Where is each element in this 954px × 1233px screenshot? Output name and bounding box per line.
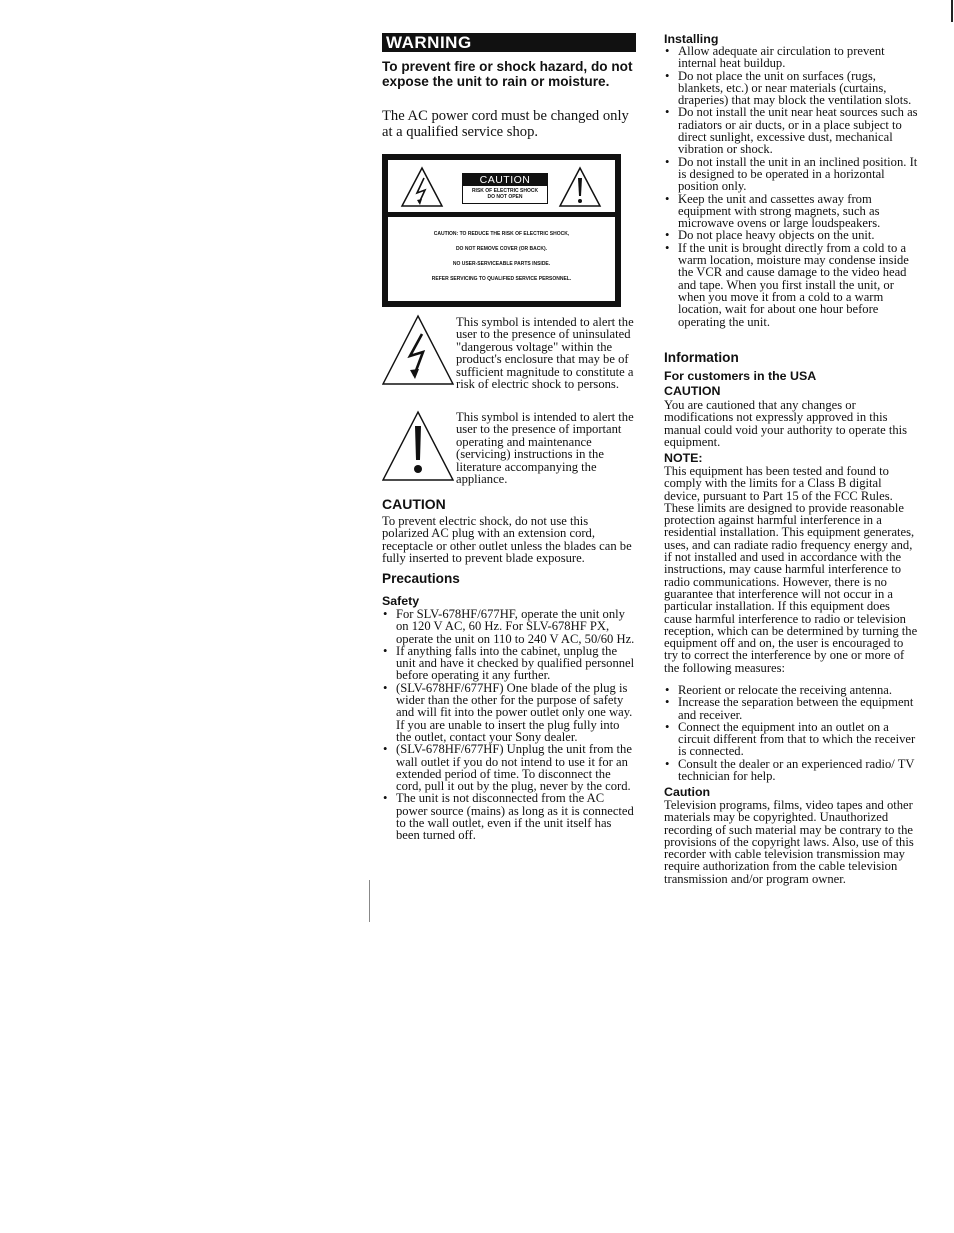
note-heading: NOTE: (664, 451, 703, 465)
lightning-triangle-icon (400, 166, 444, 208)
list-item: • The unit is not disconnected from the AC power source (mains) as long as it is connected to the wall outlet, even if the unit itself has been turned off. (382, 792, 636, 841)
edge-mark (951, 0, 953, 22)
caution-label-subtitle (463, 186, 547, 200)
copyright-caution-heading: Caution (664, 785, 711, 799)
caution-label-text-line: DO NOT REMOVE COVER (OR BACK). (455, 246, 548, 252)
voltage-symbol-description: This symbol is intended to alert the user to the presence of uninsulated "dangerous voltage" within the product's enclosure that may be of sufficient magnitude to constitute a risk of electric shock to persons. (456, 315, 634, 392)
measures-list (664, 684, 918, 782)
dangerous-voltage-icon (382, 314, 454, 386)
fcc-caution-text: You are cautioned that any changes or modifications not expressly approved in this manual could void your authority to operate this equipment. (664, 398, 908, 449)
installing-list (664, 45, 918, 328)
list-item: • Do not install the unit in an inclined position. It is designed to be operated in a horizontal position only. (664, 156, 918, 193)
caution-label-line2: DO NOT OPEN (487, 194, 523, 200)
warning-text: The AC power cord must be changed only at a qualified service shop. (382, 108, 629, 140)
information-heading: Information (664, 350, 739, 365)
caution-text: To prevent electric shock, do not use this polarized AC plug with an extension cord, receptacle or other outlet unless the blades can be fully inserted to prevent blade exposure. (382, 514, 632, 565)
exclamation-symbol-description: This symbol is intended to alert the user to the presence of important operating and maintenance (servicing) instructions in the literature accompanying the appliance. (456, 410, 634, 487)
fcc-caution-heading: CAUTION (664, 384, 721, 398)
caution-label-title: CAUTION (463, 174, 547, 186)
list-item: • Connect the equipment into an outlet on a circuit different from that to which the receiver is connected. (664, 721, 918, 758)
list-item: • Do not place heavy objects on the unit. (664, 229, 918, 241)
caution-label-top (388, 160, 615, 212)
caution-label-graphic (382, 154, 621, 307)
copyright-caution-text: Television programs, films, video tapes and other materials may be copyrighted. Unauthorized recording of such material may be contrary to the provisions of the copyright laws. Also, use of this recorder with cable television transmission may require authorization from the cable television transmission and/or program owner. (664, 798, 914, 886)
installing-heading: Installing (664, 32, 719, 46)
note-text: This equipment has been tested and found to comply with the limits for a Class B digital device, pursuant to Part 15 of the FCC Rules. These limits are designed to provide reasonable protection against harmful interference in a residential installation. This equipment generates, uses, and can radiate radio frequency energy and, if not installed and used in accordance with the instructions, may cause harmful interference to radio communications. However, there is no guarantee that interference will not occur in a particular installation. If this equipment does cause harmful interference to radio or television reception, which can be determined by turning the equipment off and on, the user is encouraged to try to correct the interference by one or more of the following measures: (664, 464, 918, 675)
list-item: • Do not install the unit near heat sources such as radiators or air ducts, or in a place subject to direct sunlight, excessive dust, mechanical vibration or shock. (664, 106, 918, 155)
caution-heading: CAUTION (382, 496, 446, 512)
caution-label-text-line: REFER SERVICING TO QUALIFIED SERVICE PERSONNEL. (431, 276, 572, 282)
warning-heading: To prevent fire or shock hazard, do not expose the unit to rain or moisture. (382, 59, 633, 89)
caution-label-text (388, 217, 615, 301)
list-item: • Keep the unit and cassettes away from equipment with strong magnets, such as microwave ovens or large loudspeakers. (664, 193, 918, 230)
list-item: • Allow adequate air circulation to prevent internal heat buildup. (664, 45, 918, 70)
margin-rule (369, 880, 370, 922)
list-item: • (SLV-678HF/677HF) One blade of the plug is wider than the other for the purpose of safety and will fit into the power outlet only one way. If you are unable to insert the plug fully into the outlet, contact your Sony dealer. (382, 682, 636, 743)
exclamation-icon (382, 410, 454, 482)
caution-label-text-line: NO USER-SERVICEABLE PARTS INSIDE. (452, 261, 551, 267)
safety-heading: Safety (382, 594, 420, 608)
precautions-heading: Precautions (382, 571, 460, 586)
exclamation-triangle-icon (558, 166, 602, 208)
list-item: • Reorient or relocate the receiving antenna. (664, 684, 918, 696)
list-item: • Do not place the unit on surfaces (rugs, blankets, etc.) or near materials (curtains, draperies) that may block the ventilation slots. (664, 70, 918, 107)
warning-banner: WARNING (382, 33, 636, 52)
list-item: • For SLV-678HF/677HF, operate the unit only on 120 V AC, 60 Hz. For SLV-678HF PX, operate the unit on 110 to 240 V AC, 50/60 Hz. (382, 608, 636, 645)
list-item: • If the unit is brought directly from a cold to a warm location, moisture may condense inside the VCR and cause damage to the video head and tape. When you first install the unit, or when you move it from a cold to a warm location, wait for about one hour before operating the unit. (664, 242, 918, 328)
safety-list (382, 608, 636, 842)
list-item: • Consult the dealer or an experienced radio/ TV technician for help. (664, 758, 918, 783)
list-item: • (SLV-678HF/677HF) Unplug the unit from the wall outlet if you do not intend to use it for an extended period of time. To disconnect the cord, pull it out by the plug, never by the cord. (382, 743, 636, 792)
caution-label-center (462, 173, 548, 204)
caution-label-line1: RISK OF ELECTRIC SHOCK (471, 188, 539, 194)
caution-label-text-line: CAUTION: TO REDUCE THE RISK OF ELECTRIC SHOCK, (433, 231, 570, 237)
list-item: • Increase the separation between the equipment and receiver. (664, 696, 918, 721)
list-item: • If anything falls into the cabinet, unplug the unit and have it checked by qualified personnel before operating it any further. (382, 645, 636, 682)
usa-heading: For customers in the USA (664, 369, 817, 383)
